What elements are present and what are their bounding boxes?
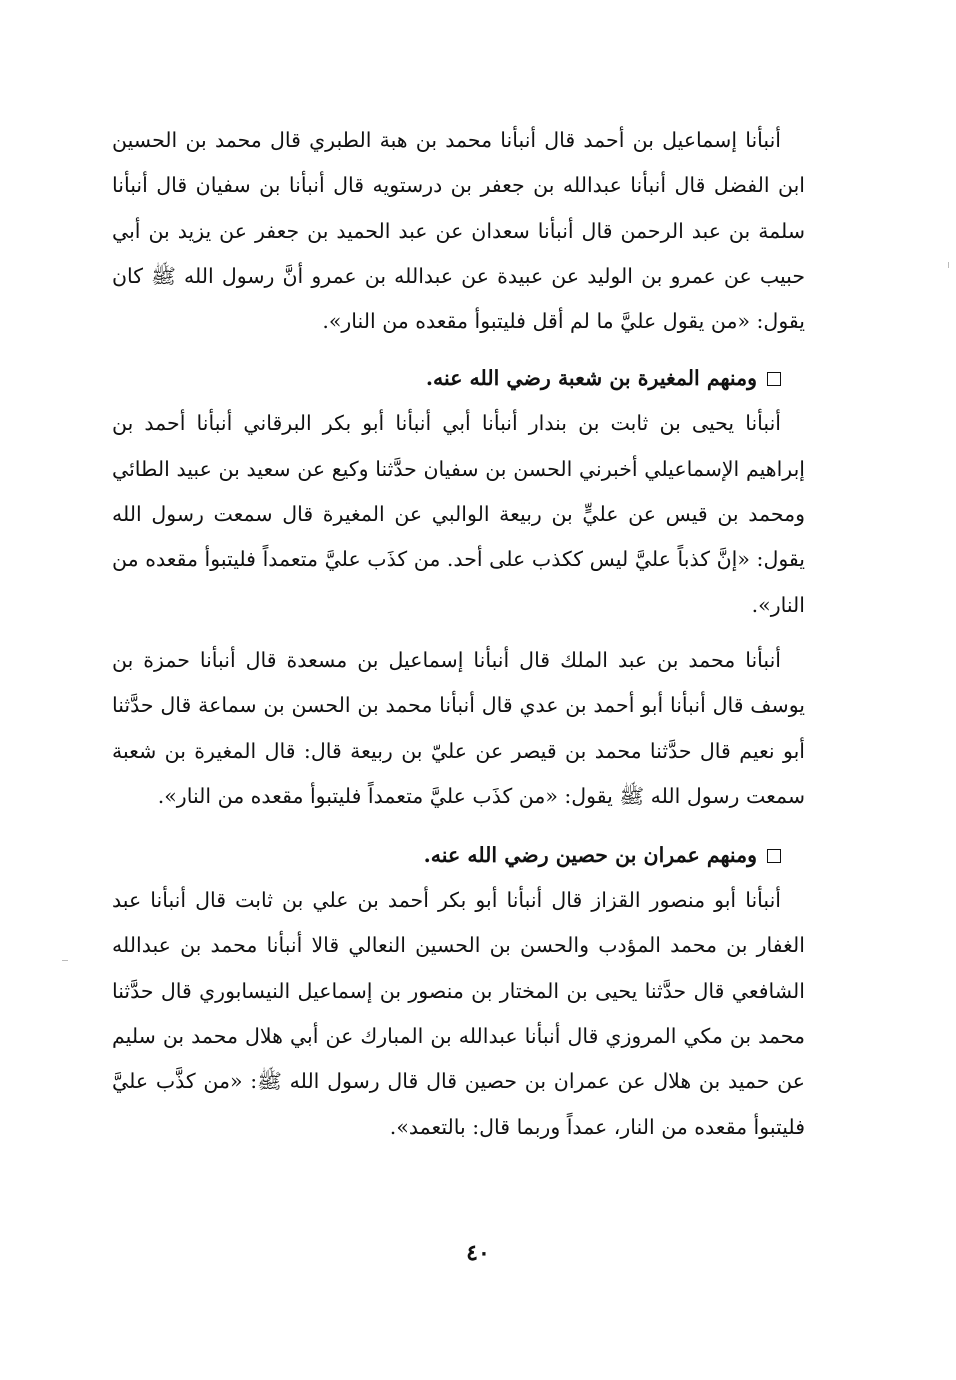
- scan-mark: [948, 262, 949, 268]
- square-bullet-icon: [767, 372, 781, 386]
- section-heading-mughira: [112, 356, 805, 401]
- paragraph-isnad-2: أنبأنا يحيى بن ثابت بن بندار أنبأنا أبي أنبأنا أبو بكر البرقاني أنبأنا أحمد بن إبراهيم الإسماعيلي أخبرني الحسن بن سفيان حدَّثنا وكيع عن سعيد بن عبيد الطائي ومحمد بن قيس عن عليٍّ بن ربيعة الوالبي عن المغيرة قال سمعت رسول الله يقول: «إنَّ كذباً عليَّ ليس ككذب على أحد. من كذَب عليَّ متعمداً فليتبوأ مقعده من النار».: [112, 411, 805, 617]
- paragraph-isnad-4: أنبأنا أبو منصور القزاز قال أنبأنا أبو بكر أحمد بن علي بن ثابت قال أنبأنا عبد الغفار بن محمد المؤدب والحسن بن الحسين النعالي قالا أنبأنا محمد بن عبدالله الشافعي قال حدَّثنا يحيى بن المختار بن منصور بن إسماعيل النيسابوري قال حدَّثنا محمد بن مكي المروزي قال أنبأنا عبدالله بن المبارك عن أبي هلال محمد بن سليم عن حميد بن هلال عن عمران بن حصين قال قال رسول الله ﷺ: «من كذَّب عليَّ فليتبوأ مقعده من النار، عمداً وربما قال: بالتعمد».: [112, 888, 805, 1139]
- scan-mark: [62, 960, 68, 961]
- paragraph-isnad-3: أنبأنا محمد بن عبد الملك قال أنبأنا إسماعيل بن مسعدة قال أنبأنا حمزة بن يوسف قال أنبأنا أبو أحمد بن عدي قال أنبأنا محمد بن الحسن بن سماعة قال حدَّثنا أبو نعيم قال حدَّثنا محمد بن قيصر عن عليّ بن ربيعة قال: قال المغيرة بن شعبة سمعت رسول الله ﷺ يقول: «من كذَب عليَّ متعمداً فليتبوأ مقعده من النار».: [112, 647, 805, 808]
- paragraph-isnad-1: أنبأنا إسماعيل بن أحمد قال أنبأنا محمد بن هبة الطبري قال محمد بن الحسين ابن الفضل قال أنبأنا عبدالله بن جعفر بن درستويه قال أنبأنا بن سفيان قال أنبأنا سلمة بن عبد الرحمن قال أنبأنا سعدان عن عبد الحميد بن جعفر عن يزيد بن أبي حبيب عن عمرو بن الوليد عن عبيدة عن عبدالله بن عمرو أنَّ رسول الله ﷺ كان يقول: «من يقول عليَّ ما لم أقل فليتبوأ مقعده من النار».: [112, 128, 805, 334]
- page-number: ٤٠: [466, 1240, 490, 1266]
- section-heading-imran: [112, 833, 805, 878]
- square-bullet-icon: [767, 849, 781, 863]
- page-body: [112, 118, 805, 1150]
- section-heading-text: ومنهم المغيرة بن شعبة رضي الله عنه.: [425, 366, 757, 391]
- section-heading-text: ومنهم عمران بن حصين رضي الله عنه.: [423, 843, 757, 868]
